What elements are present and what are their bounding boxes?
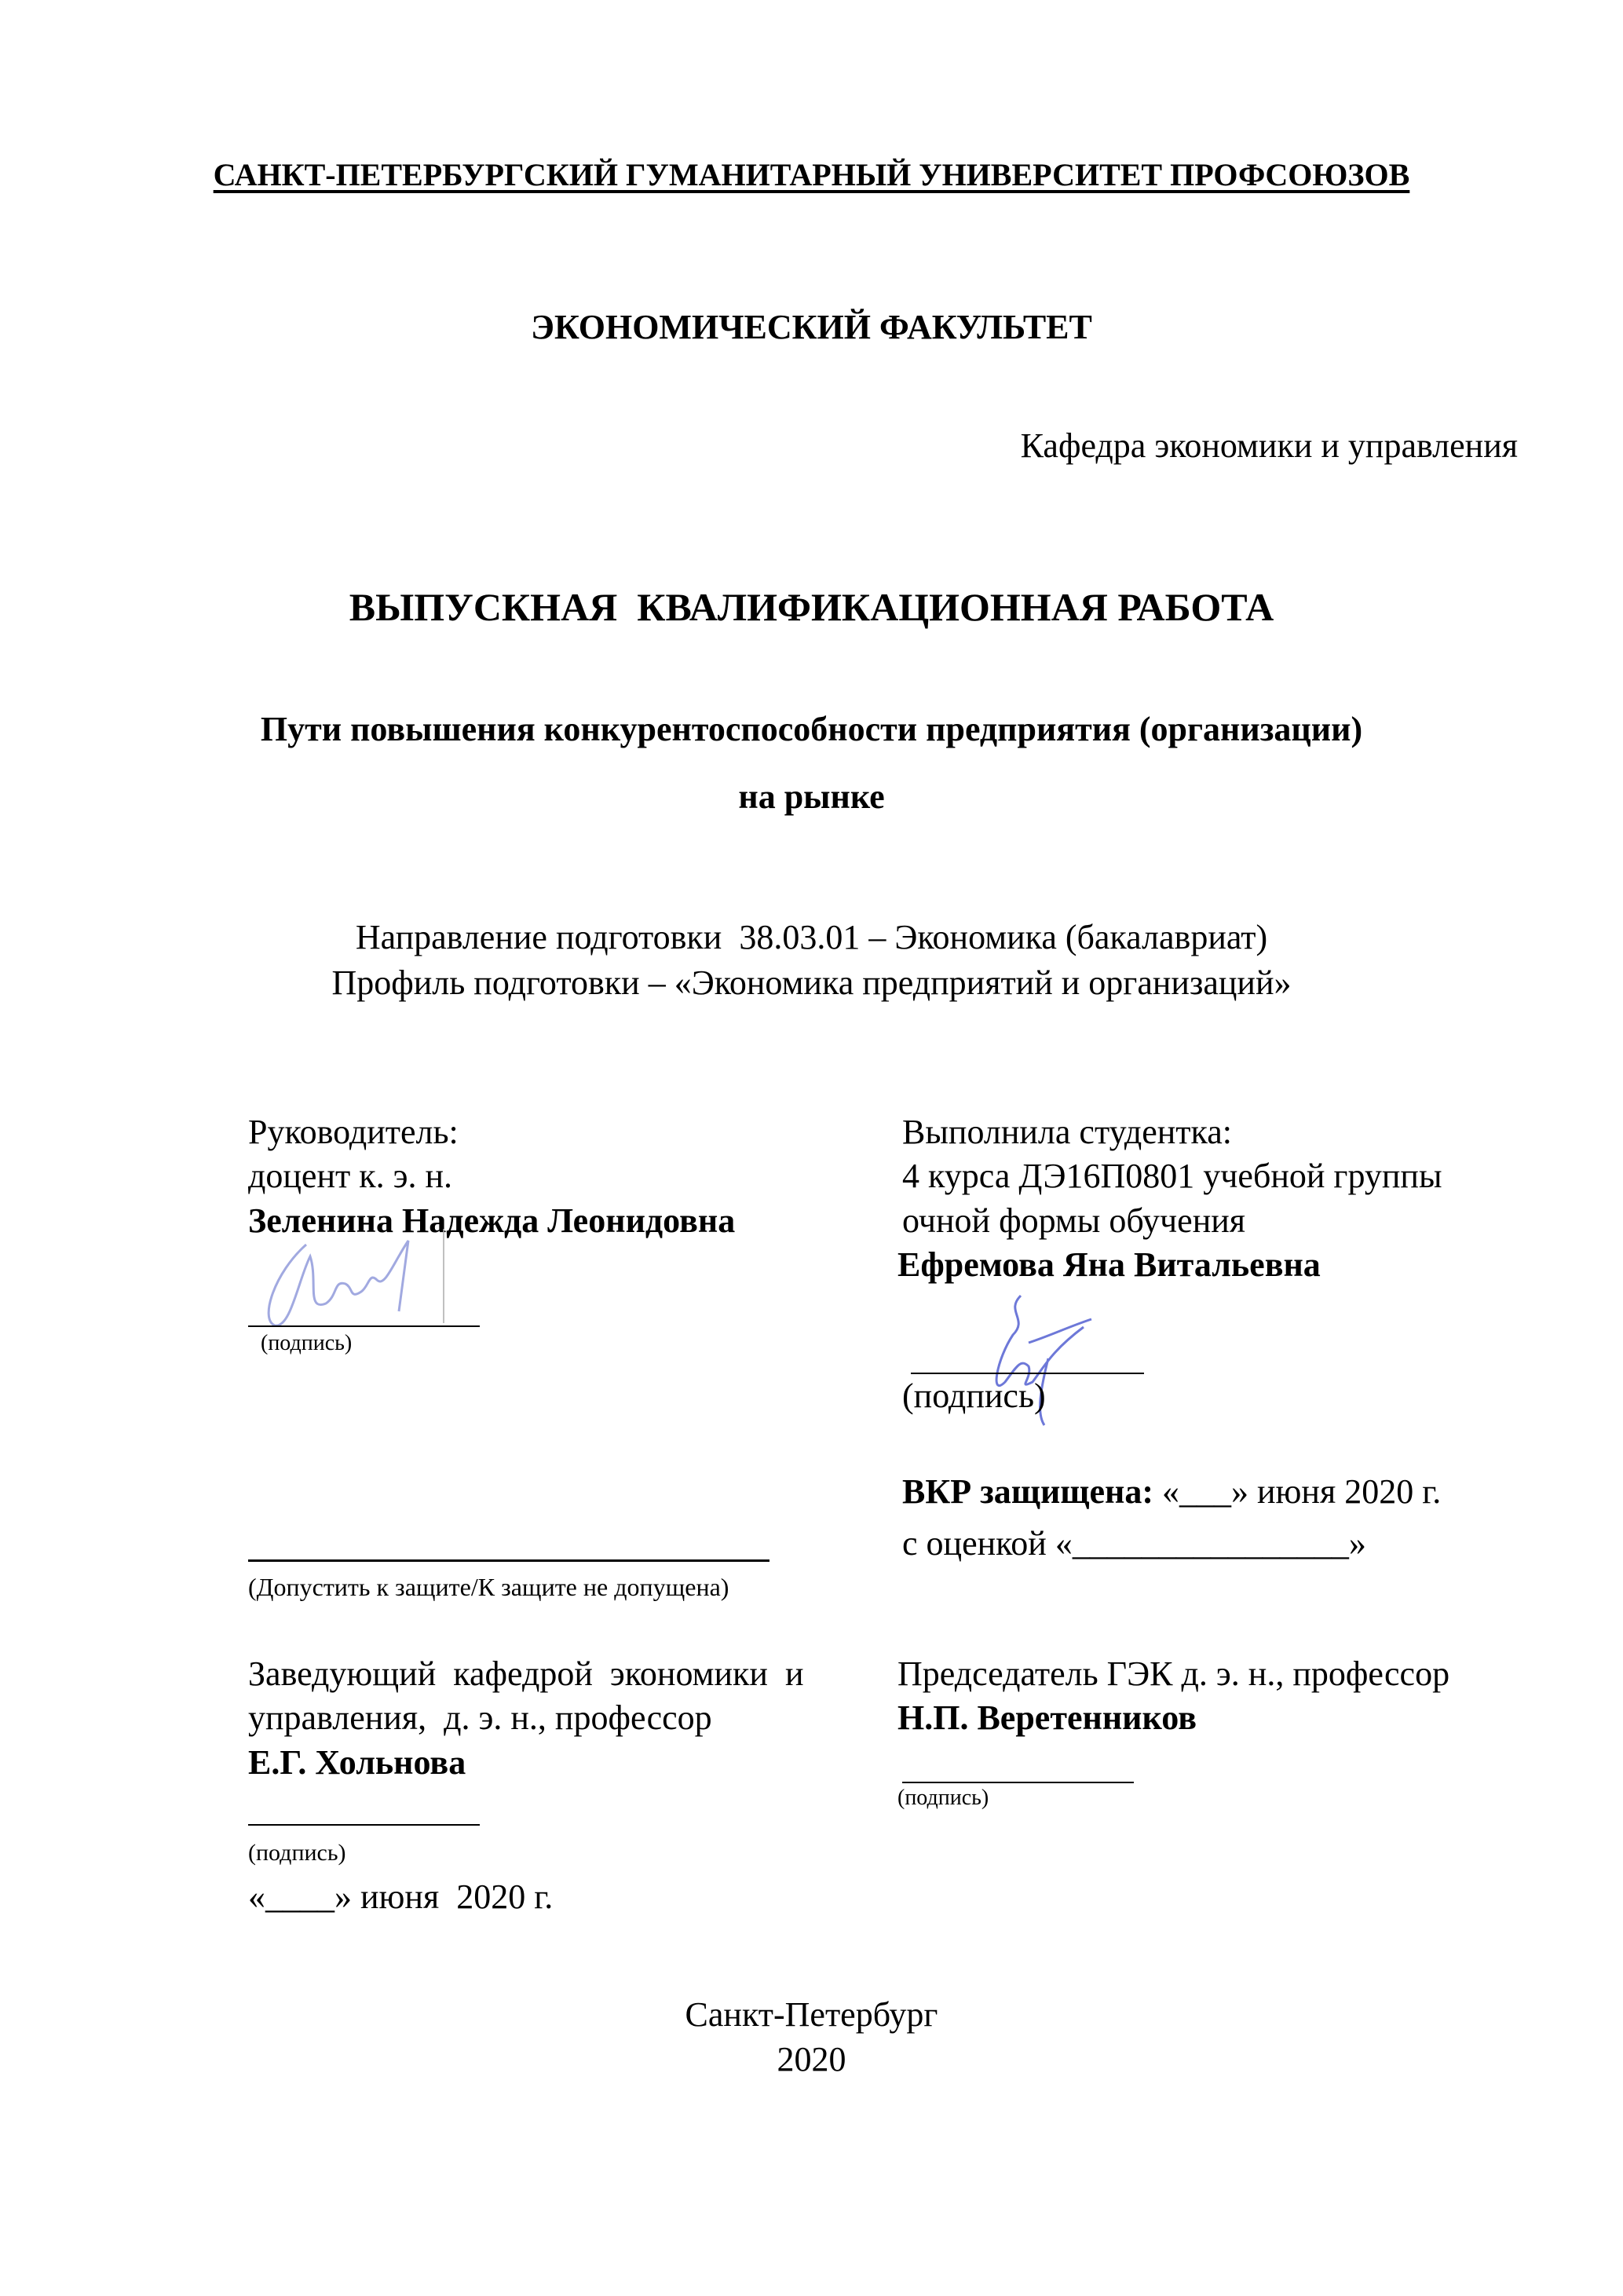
city: Санкт-Петербург: [685, 1995, 938, 2034]
defense-grade: с оценкой «________________»: [902, 1524, 1366, 1563]
work-title-line2: на рынке: [738, 777, 885, 816]
university-name-text: САНКТ-ПЕТЕРБУРГСКИЙ ГУМАНИТАРНЫЙ УНИВЕРСИТЕТ ПРОФСОЮЗОВ: [213, 157, 1410, 192]
defense-status: [902, 1472, 1442, 1511]
department-name: Кафедра экономики и управления: [1020, 426, 1518, 465]
supervisor-signature: [251, 1225, 455, 1331]
student-name: Ефремова Яна Витальевна: [897, 1245, 1321, 1284]
faculty-name: ЭКОНОМИЧЕСКИЙ ФАКУЛЬТЕТ: [531, 308, 1092, 346]
head-title-line2: управления, д. э. н., профессор: [248, 1698, 712, 1737]
supervisor-label: Руководитель:: [248, 1113, 459, 1151]
head-signature-caption: (подпись): [248, 1840, 346, 1866]
work-title-line1: Пути повышения конкурентоспособности предприятия (организации): [260, 710, 1363, 748]
profile: Профиль подготовки – «Экономика предприятий и организаций»: [331, 963, 1292, 1002]
head-title-line1: Заведующий кафедрой экономики и: [248, 1654, 804, 1693]
student-form: очной формы обучения: [902, 1201, 1246, 1240]
supervisor-rank: доцент к. э. н.: [248, 1157, 453, 1195]
university-name: [0, 159, 1623, 191]
direction: Направление подготовки 38.03.01 – Экономика (бакалавриат): [355, 918, 1268, 956]
chair-signature-line: [902, 1782, 1134, 1783]
admission-line: [248, 1559, 769, 1562]
student-group: 4 курса ДЭ16П0801 учебной группы: [902, 1157, 1442, 1195]
chair-name: Н.П. Веретенников: [897, 1698, 1197, 1737]
chair-signature-caption: (подпись): [897, 1786, 989, 1810]
supervisor-signature-line: [248, 1325, 480, 1327]
defense-date: «___» июня 2020 г.: [1153, 1472, 1442, 1511]
student-signature-caption: (подпись): [902, 1377, 1046, 1415]
head-date: «____» июня 2020 г.: [248, 1877, 554, 1916]
work-type: ВЫПУСКНАЯ КВАЛИФИКАЦИОННАЯ РАБОТА: [349, 585, 1274, 629]
student-signature-line: [911, 1373, 1144, 1374]
student-label: Выполнила студентка:: [902, 1113, 1232, 1151]
chair-title: Председатель ГЭК д. э. н., профессор: [897, 1654, 1450, 1693]
year: 2020: [777, 2040, 846, 2078]
head-signature-line: [248, 1824, 480, 1826]
supervisor-signature-caption: (подпись): [261, 1331, 353, 1355]
supervisor-name: Зеленина Надежда Леонидовна: [248, 1201, 736, 1240]
head-name: Е.Г. Хольнова: [248, 1743, 466, 1782]
defense-label: ВКР защищена:: [902, 1472, 1153, 1511]
admission-caption: (Допустить к защите/К защите не допущена): [248, 1573, 729, 1601]
